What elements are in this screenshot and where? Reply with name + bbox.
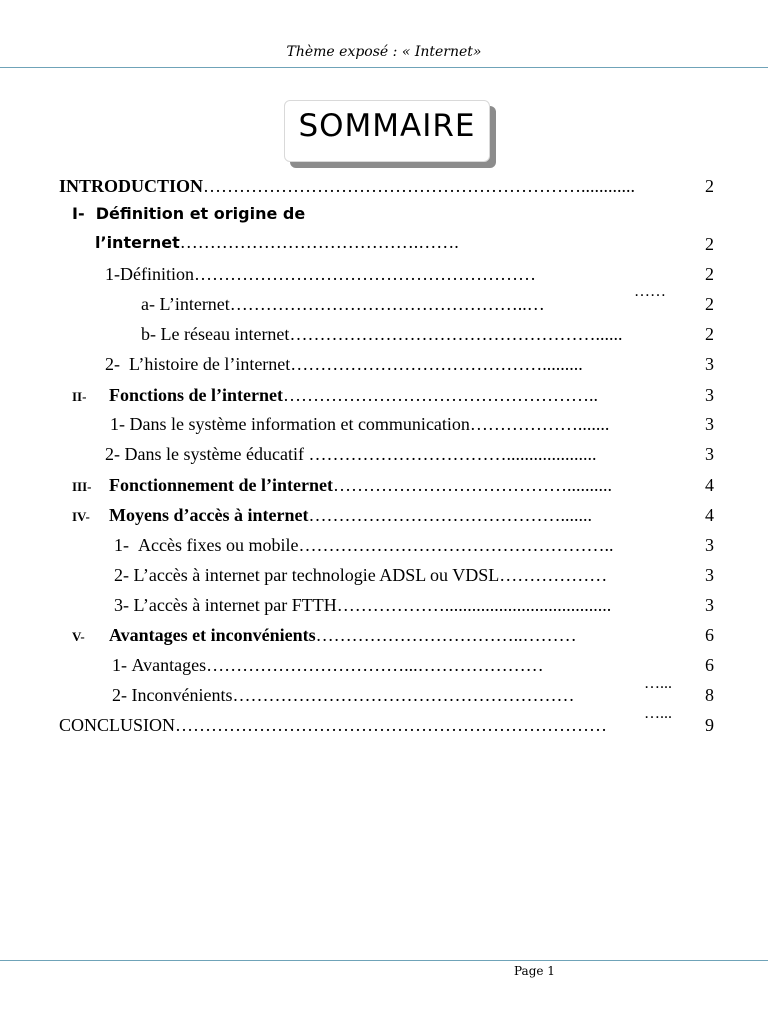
toc-label: Dans le système information et communication	[129, 414, 470, 434]
toc-page: 6	[705, 625, 714, 645]
toc-page: 2	[705, 264, 714, 284]
toc-label: Avantages et inconvénients	[109, 625, 316, 645]
toc-leader: …………………………………..........	[332, 475, 612, 495]
toc-label: Moyens d’accès à internet	[109, 505, 309, 525]
toc-label: Fonctionnement de l’internet	[109, 475, 333, 495]
toc-leader: …………………………………….........	[290, 354, 583, 374]
toc-label: CONCLUSION	[59, 715, 176, 735]
toc-number: 2-	[105, 354, 120, 374]
toc-entry-conclusion	[59, 713, 607, 737]
stray-leader: …...	[644, 675, 672, 692]
toc-number: 1-	[110, 414, 125, 434]
toc-entry-4-2	[114, 563, 607, 587]
toc-number: 1-	[105, 264, 120, 284]
toc-page: 2	[705, 176, 714, 196]
toc-entry-section-4-text	[109, 503, 592, 527]
toc-leader: ………………………………….…….	[179, 232, 459, 252]
toc-entry-2-1	[110, 412, 609, 436]
toc-page: 4	[705, 505, 714, 525]
toc-label: L’accès à internet par technologie ADSL ou VDSL	[133, 565, 500, 585]
toc-leader: ……………………………...…………………	[206, 655, 544, 675]
toc-number: b-	[141, 324, 156, 344]
toc-entry-section-5	[72, 623, 85, 649]
stray-leader: …...	[644, 705, 672, 722]
toc-label: L’accès à internet par FTTH	[133, 595, 337, 615]
toc-page: 3	[705, 444, 714, 464]
toc-leader: ……………………………....................	[308, 444, 597, 464]
toc-label: Dans le système éducatif	[124, 444, 304, 464]
page-number: Page 1	[514, 964, 555, 978]
toc-label: Définition et origine de	[95, 204, 306, 223]
toc-page: 2	[705, 294, 714, 314]
toc-number: 2-	[112, 685, 127, 705]
toc-leader: ………………………………………………………………	[175, 715, 608, 735]
toc-page: 3	[705, 595, 714, 615]
toc-entry-1-1	[105, 262, 536, 286]
toc-page: 9	[705, 715, 714, 735]
toc-entry-section-2-text	[109, 383, 598, 407]
toc-label: L’internet	[159, 294, 230, 314]
toc-page: 3	[705, 414, 714, 434]
toc-label: Le réseau internet	[160, 324, 290, 344]
toc-number: 3-	[114, 595, 129, 615]
toc-page: 3	[705, 565, 714, 585]
toc-entry-4-1	[114, 533, 613, 557]
toc-leader: …………………………………………..…	[229, 294, 545, 314]
toc-leader: ………………………………………………………............	[203, 176, 636, 196]
toc-number: III-	[72, 479, 92, 494]
toc-entry-section-3-text	[109, 473, 612, 497]
toc-entry-5-2	[112, 683, 574, 707]
toc-number: 2-	[105, 444, 120, 464]
stray-leader: ……	[634, 283, 666, 300]
toc-leader: ……………….......	[469, 414, 610, 434]
toc-leader: ……………….....................................	[336, 595, 612, 615]
toc-page: 6	[705, 655, 714, 675]
toc-page: 2	[705, 324, 714, 344]
toc-label: Inconvénients	[131, 685, 233, 705]
running-header: Thème exposé : « Internet»	[286, 44, 482, 60]
toc-leader: ……………………………………………..	[282, 385, 598, 405]
toc-entry-section-3	[72, 473, 92, 499]
toc-leader: …………………………………………………	[194, 264, 536, 284]
toc-leader: ………………	[499, 565, 608, 585]
toc-entry-1-1-a	[141, 292, 545, 316]
toc-entry-introduction	[59, 174, 635, 198]
toc-number: 1-	[114, 535, 129, 555]
toc-number: V-	[72, 629, 85, 644]
toc-leader: ……………………………..………	[315, 625, 577, 645]
toc-page: 3	[705, 385, 714, 405]
toc-entry-2-2	[105, 442, 596, 466]
toc-entry-1-2	[105, 352, 583, 376]
toc-page: 8	[705, 685, 714, 705]
toc-number: I-	[72, 204, 85, 223]
toc-leader: …………………………………………………	[232, 685, 575, 705]
toc-label: L’histoire de l’internet	[129, 354, 291, 374]
toc-label: Avantages	[131, 655, 207, 675]
toc-leader: ……………………………………………..	[298, 535, 614, 555]
toc-leader: …………………………………….......	[308, 505, 592, 525]
toc-label: INTRODUCTION	[59, 176, 204, 196]
sommaire-title: SOMMAIRE	[298, 108, 476, 144]
toc-entry-section-1-cont	[95, 230, 459, 255]
toc-page: 3	[705, 354, 714, 374]
toc-page: 4	[705, 475, 714, 495]
toc-number: II-	[72, 389, 87, 404]
toc-page: 3	[705, 535, 714, 555]
toc-label: l’internet	[95, 233, 180, 252]
toc-entry-section-2	[72, 383, 86, 409]
toc-number: 1-	[112, 655, 127, 675]
toc-number: IV-	[72, 509, 90, 524]
toc-entry-section-4	[72, 503, 90, 529]
toc-entry-section-5-text	[109, 623, 577, 647]
toc-page: 2	[705, 234, 714, 254]
toc-entry-section-1	[72, 202, 305, 226]
toc-entry-4-3	[114, 593, 611, 617]
toc-number: a-	[141, 294, 155, 314]
toc-label: Fonctions de l’internet	[109, 385, 283, 405]
toc-leader: ……………………………………………......	[289, 324, 623, 344]
toc-number: 2-	[114, 565, 129, 585]
footer-rule	[0, 960, 768, 961]
toc-entry-1-1-b	[141, 322, 622, 346]
toc-entry-5-1	[112, 653, 544, 677]
toc-label: Accès fixes ou mobile	[138, 535, 299, 555]
toc-label: Définition	[120, 264, 194, 284]
